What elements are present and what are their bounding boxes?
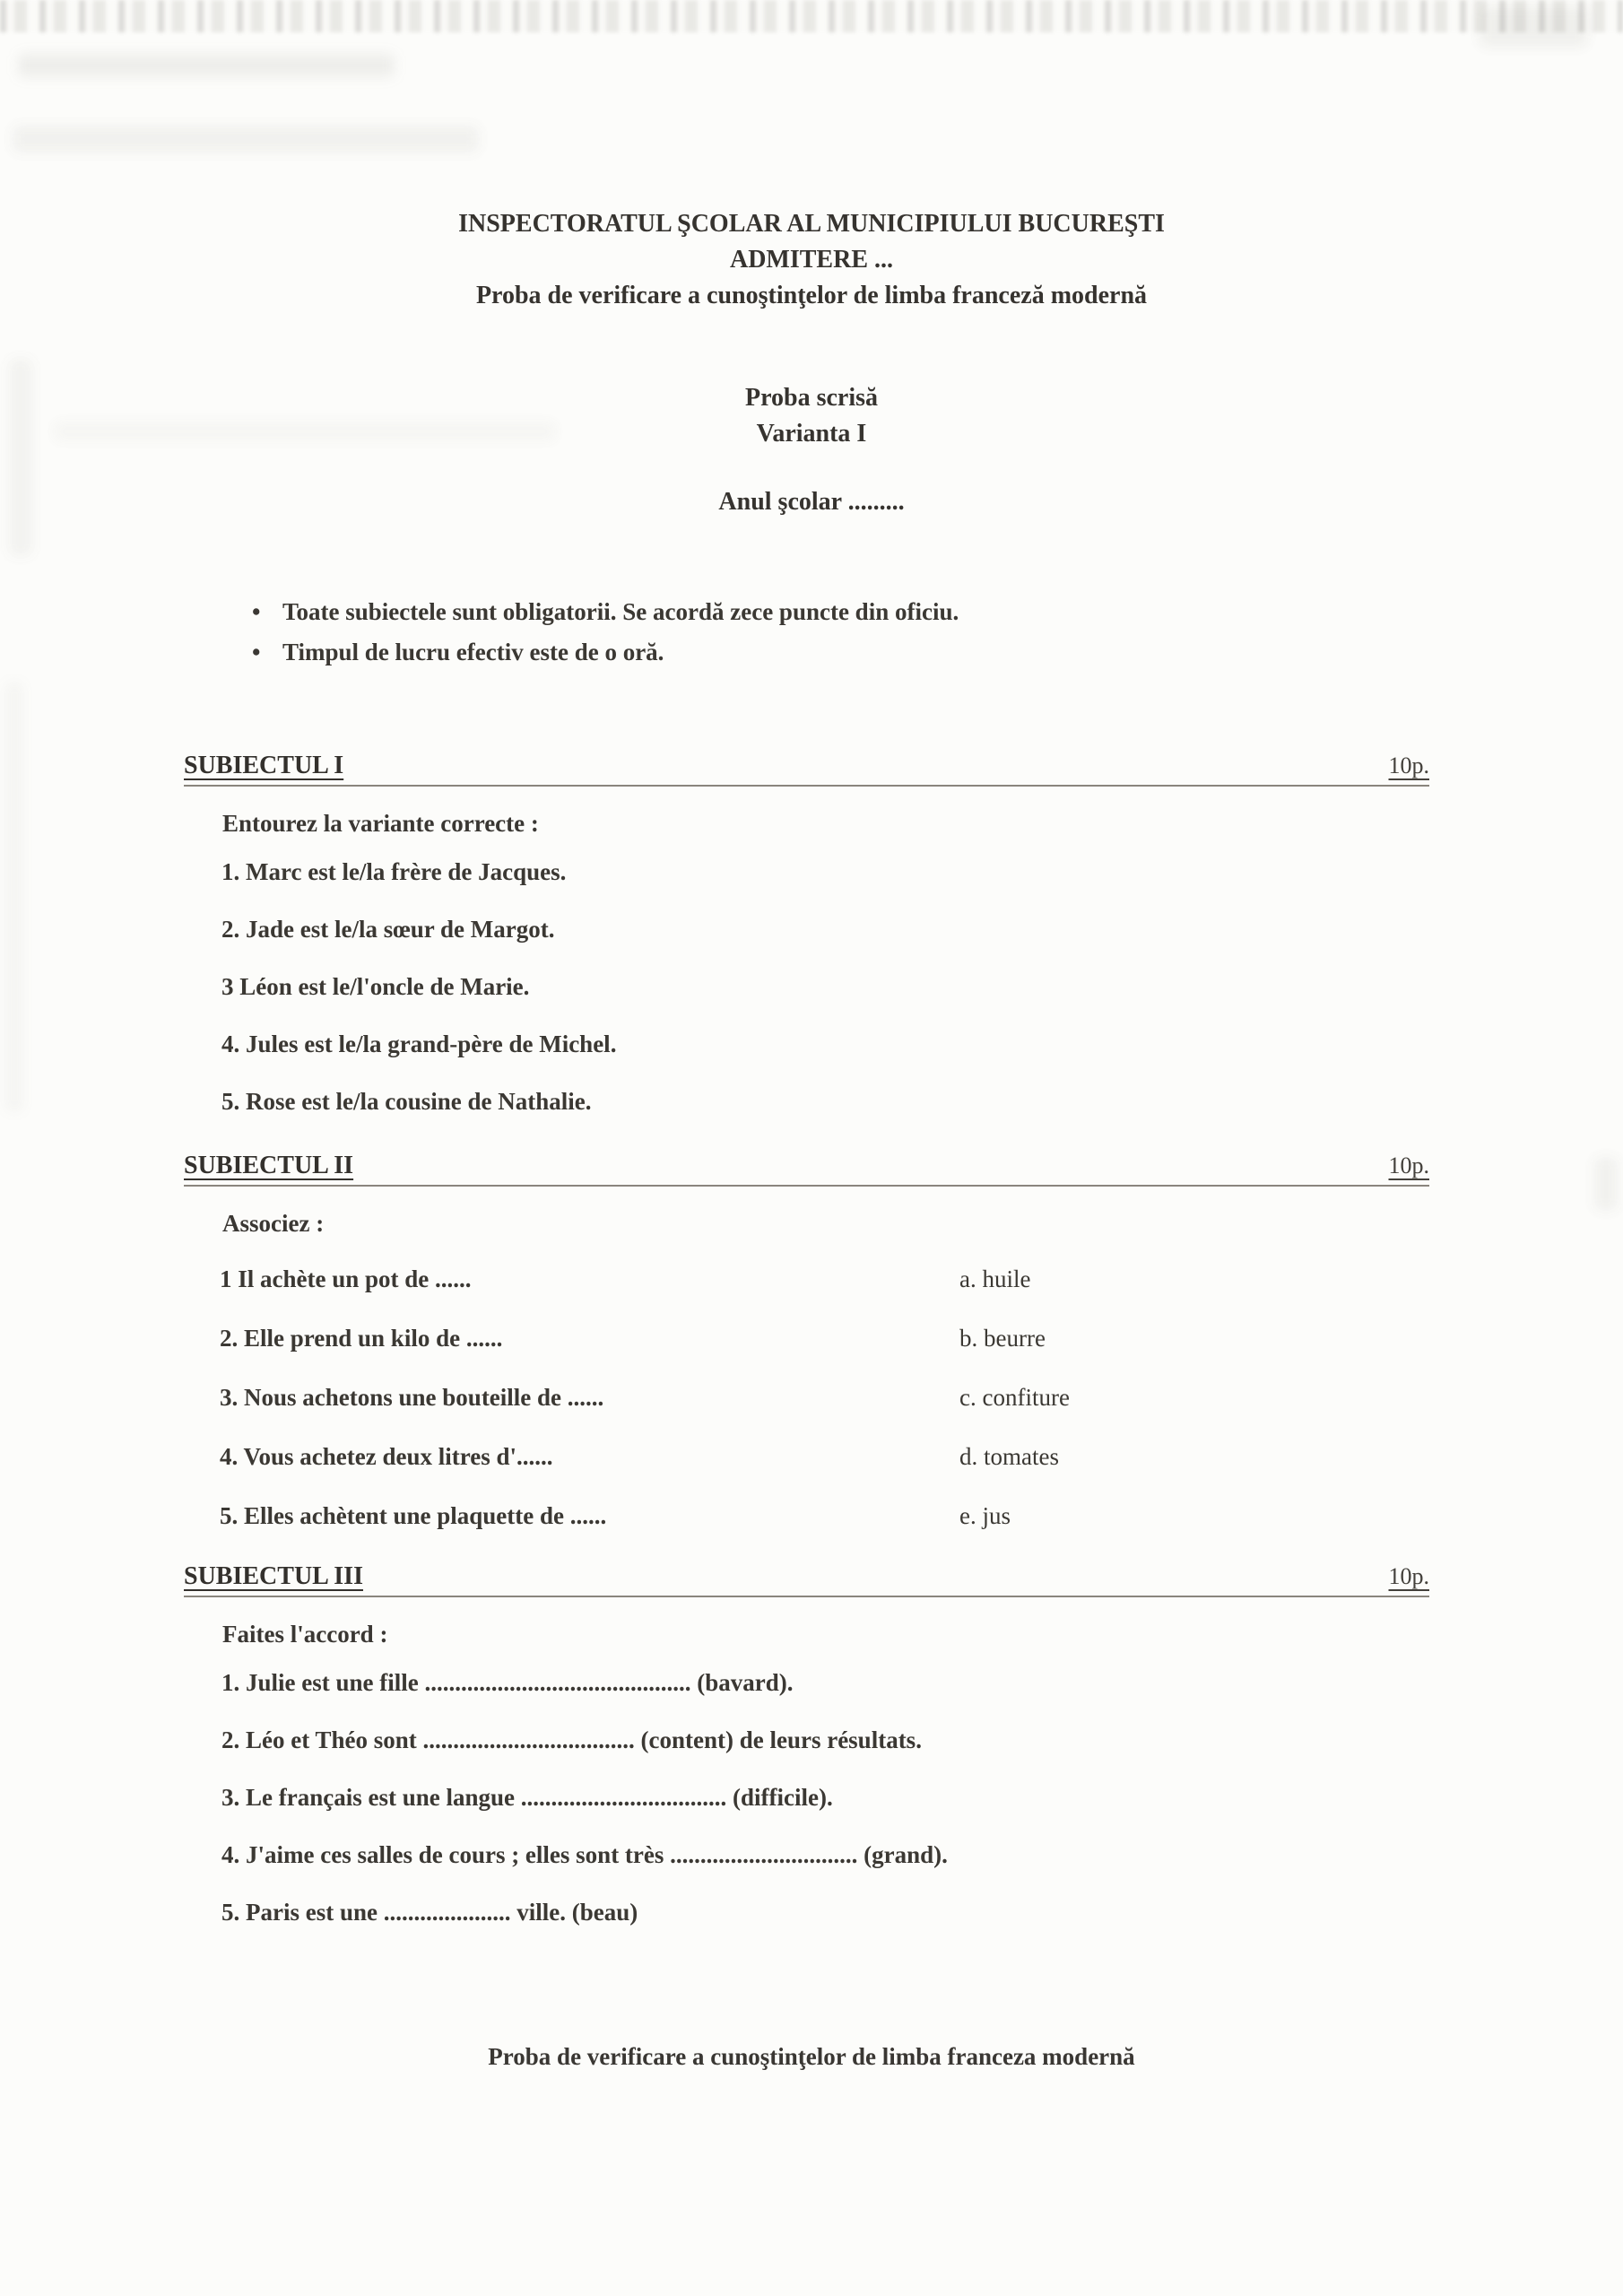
rule-item: • Toate subiectele sunt obligatorii. Se acordă zece puncte din oficiu. bbox=[245, 592, 1623, 632]
section-points: 10p. bbox=[1388, 1152, 1429, 1178]
match-sentence: 3. Nous achetons une bouteille de ...... bbox=[220, 1384, 604, 1411]
match-sentence: 1 Il achète un pot de ...... bbox=[220, 1265, 472, 1292]
match-option: d. tomates bbox=[959, 1443, 1059, 1470]
rule-item: • Timpul de lucru efectiv este de o oră. bbox=[245, 632, 1623, 673]
matching-exercise bbox=[220, 1266, 1429, 1528]
match-option: a. huile bbox=[959, 1265, 1031, 1292]
match-option: e. jus bbox=[959, 1502, 1011, 1529]
institution-title: INSPECTORATUL ŞCOLAR AL MUNICIPIULUI BUCUREŞTI bbox=[458, 210, 1165, 238]
exercise-item: 4. Jules est le/la grand-père de Michel. bbox=[221, 1031, 617, 1057]
exercise-item: 3. Le français est une langue .................................. (difficile). bbox=[221, 1784, 833, 1811]
match-sentence: 2. Elle prend un kilo de ...... bbox=[220, 1325, 503, 1352]
written-test-label: Proba scrisă bbox=[744, 384, 879, 412]
section-subiectul-2 bbox=[184, 1152, 1429, 1528]
section-subiectul-3 bbox=[184, 1562, 1429, 1925]
section-instruction: Associez : bbox=[222, 1210, 325, 1237]
section-points: 10p. bbox=[1388, 752, 1429, 778]
admission-line: ADMITERE ... bbox=[729, 246, 893, 274]
match-row bbox=[220, 1266, 1429, 1292]
match-sentence: 5. Elles achètent une plaquette de ...... bbox=[220, 1502, 607, 1529]
exercise-item: 4. J'aime ces salles de cours ; elles sont très ............................... (grand). bbox=[221, 1841, 948, 1868]
match-row bbox=[220, 1326, 1429, 1351]
match-option: c. confiture bbox=[959, 1384, 1070, 1411]
exercise-item: 1. Marc est le/la frère de Jacques. bbox=[221, 858, 567, 885]
section-title: SUBIECTUL I bbox=[184, 752, 344, 779]
section-heading bbox=[184, 1562, 1429, 1597]
exercise-items bbox=[221, 859, 1429, 1114]
section-title: SUBIECTUL II bbox=[184, 1152, 354, 1179]
section-instruction: Entourez la variante correcte : bbox=[222, 810, 539, 837]
match-row bbox=[220, 1444, 1429, 1469]
match-row bbox=[220, 1503, 1429, 1528]
exercise-item: 2. Léo et Théo sont ................................... (content) de leurs résultats. bbox=[221, 1726, 922, 1753]
exercise-item: 1. Julie est une fille ............................................ (bavard). bbox=[221, 1669, 794, 1696]
match-sentence: 4. Vous achetez deux litres d'...... bbox=[220, 1443, 553, 1470]
school-year-label: Anul şcolar ......... bbox=[718, 488, 905, 516]
exercise-items bbox=[221, 1670, 1429, 1925]
section-title: SUBIECTUL III bbox=[184, 1562, 363, 1590]
exam-subject-line: Proba de verificare a cunoştinţelor de limba franceză modernă bbox=[475, 282, 1148, 309]
page-footer: Proba de verificare a cunoştinţelor de limba franceza modernă bbox=[488, 2043, 1135, 2070]
variant-label: Varianta I bbox=[756, 420, 867, 448]
section-subiectul-1 bbox=[184, 752, 1429, 1114]
section-heading bbox=[184, 1152, 1429, 1187]
section-points: 10p. bbox=[1388, 1563, 1429, 1589]
exercise-item: 5. Rose est le/la cousine de Nathalie. bbox=[221, 1088, 592, 1115]
match-option: b. beurre bbox=[959, 1325, 1046, 1352]
section-heading bbox=[184, 752, 1429, 787]
exam-rules-list bbox=[245, 592, 1623, 673]
exercise-item: 2. Jade est le/la sœur de Margot. bbox=[221, 916, 555, 943]
section-instruction: Faites l'accord : bbox=[222, 1621, 388, 1648]
match-row bbox=[220, 1385, 1429, 1410]
exercise-item: 3 Léon est le/l'oncle de Marie. bbox=[221, 973, 530, 1000]
exercise-item: 5. Paris est une ..................... ville. (beau) bbox=[221, 1899, 638, 1926]
